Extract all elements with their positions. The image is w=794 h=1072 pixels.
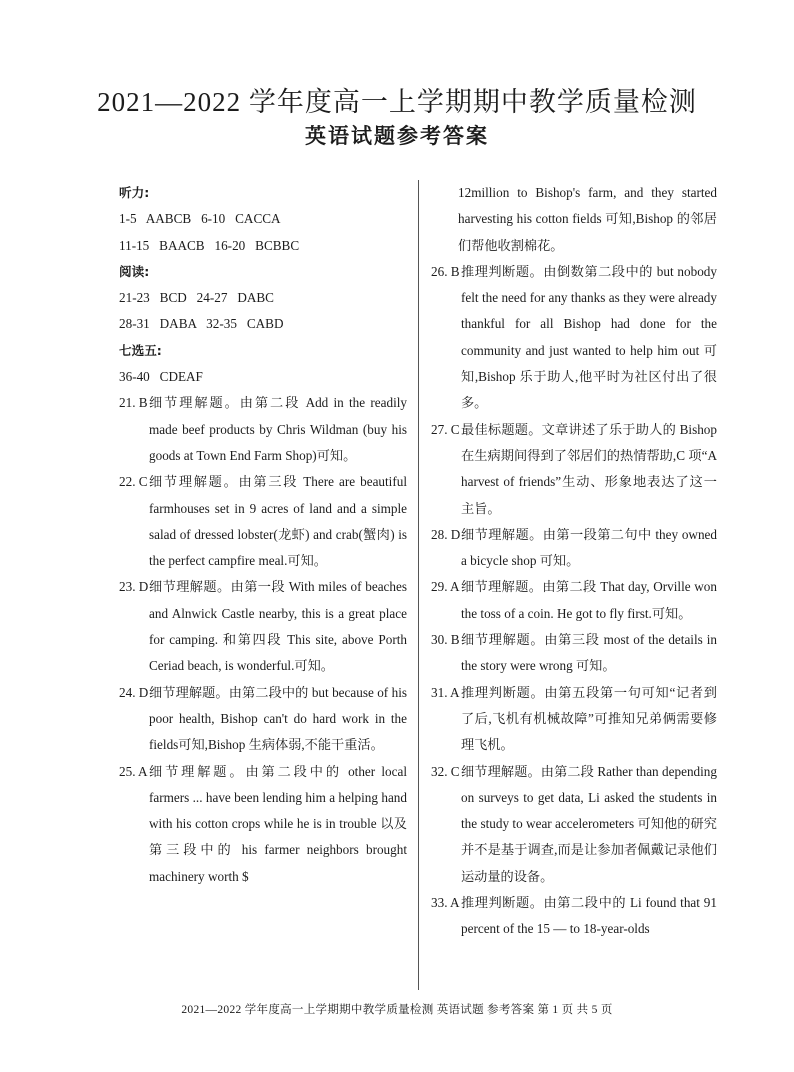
answer-text: 推理判断题。由倒数第二段中的 but nobody felt the need for any thanks as they were already thankful for all Bishop had done for the community and just wanted to help him out 可知,Bishop 乐于助人,他平时为社区付出了很多。 [461, 263, 717, 411]
answer-explanation-21 [119, 390, 407, 469]
answer-text: 细节理解题。由第三段 most of the details in the story were wrong 可知。 [461, 632, 717, 674]
document-subtitle: 英语试题参考答案 [305, 124, 489, 148]
answer-explanation-27 [431, 417, 717, 522]
answer-explanation-22 [119, 469, 407, 574]
answer-text: 细节理解题。由第一段 With miles of beaches and Alnwick Castle nearby, this is a great place for camping. 和第四段 This site, above Porth Ceriad beach, is wonderful.可知。 [149, 579, 407, 674]
answer-number: 28. D [431, 526, 461, 542]
answer-text: 细节理解题。由第二段 Rather than depending on surveys to get data, Li asked the students in the study to wear accelerometers 可知他的研究并不是基于调查,而是让参加者佩戴记录他们运动量的设备。 [461, 763, 717, 884]
answer-text: 最佳标题题。文章讲述了乐于助人的 Bishop 在生病期间得到了邻居们的热情帮助,C 项“A harvest of friends”生动、形象地表达了这一主旨。 [461, 421, 717, 516]
answer-number: 25. A [119, 763, 148, 779]
reading-answers-1: 21-23 BCD 24-27 DABC [119, 290, 274, 306]
answer-number: 33. A [431, 895, 460, 911]
answer-explanation-23 [119, 574, 407, 679]
answer-explanation-25 [119, 759, 407, 890]
seven-choose-five-answers: 36-40 CDEAF [119, 369, 203, 385]
reading-label: 阅读: [119, 263, 150, 279]
answer-text: 细节理解题。由第一段第二句中 they owned a bicycle shop 可知。 [461, 526, 717, 569]
answer-explanation-24 [119, 680, 407, 759]
answer-number: 23. D [119, 579, 149, 595]
answer-explanation-29 [431, 574, 717, 627]
answer-number: 27. C [431, 421, 460, 437]
answer-number: 26. B [431, 263, 460, 279]
answer-number: 29. A [431, 579, 460, 595]
answer-explanation-25-continued: 12million to Bishop's farm, and they started harvesting his cotton fields 可知,Bishop 的邻居们帮他收割棉花。 [458, 185, 717, 253]
answer-explanation-28 [431, 522, 717, 575]
answer-text: 细节理解题。由第二段 Add in the readily made beef products by Chris Wildman (buy his goods at Town End Farm Shop)可知。 [149, 395, 407, 463]
answer-text: 推理判断题。由第二段中的 Li found that 91 percent of the 15 — to 18-year-olds [461, 895, 717, 937]
answer-number: 22. C [119, 474, 148, 490]
answer-explanation-32 [431, 759, 717, 890]
page-footer: 2021—2022 学年度高一上学期期中教学质量检测 英语试题 参考答案 第 1 页 共 5 页 [181, 1004, 613, 1016]
reading-answers-2: 28-31 DABA 32-35 CABD [119, 316, 284, 332]
answer-number: 31. A [431, 684, 460, 700]
column-divider [418, 180, 419, 990]
right-column [431, 180, 717, 943]
answer-number: 24. D [119, 684, 149, 700]
seven-choose-five-label: 七选五: [119, 342, 162, 358]
listening-label: 听力: [119, 185, 150, 200]
answer-text: 细节理解题。由第三段 There are beautiful farmhouses set in 9 acres of land and a simple salad of dressed lobster(龙虾) and crab(蟹肉) is the perfect campfire meal.可知。 [149, 474, 407, 569]
answer-number: 21. B [119, 395, 148, 411]
left-column [119, 180, 407, 890]
answer-number: 32. C [431, 763, 460, 779]
answer-text: 细节理解题。由第二段中的 but because of his poor health, Bishop can't do hard work in the fields可知,Bishop 生病体弱,不能干重活。 [149, 684, 407, 753]
answer-text: 细节理解题。由第二段中的 other local farmers ... have been lending him a helping hand with his cotton crops while he is in trouble 以及第三段中的 his farmer neighbors brought machinery worth $ [149, 763, 407, 884]
answer-explanation-33 [431, 890, 717, 943]
listening-answers-2: 11-15 BAACB 16-20 BCBBC [119, 237, 300, 253]
answer-explanation-30 [431, 627, 717, 680]
listening-answers-1: 1-5 AABCB 6-10 CACCA [119, 211, 281, 227]
answer-explanation-31 [431, 680, 717, 759]
answer-text: 细节理解题。由第二段 That day, Orville won the toss of a coin. He got to fly first.可知。 [461, 579, 717, 621]
document-title: 2021—2022 学年度高一上学期期中教学质量检测 [97, 87, 697, 117]
answer-explanation-26 [431, 259, 717, 417]
answer-number: 30. B [431, 632, 460, 648]
answer-text: 推理判断题。由第五段第一句可知“记者到了后,飞机有机械故障”可推知兄弟俩需要修理飞机。 [461, 684, 717, 753]
